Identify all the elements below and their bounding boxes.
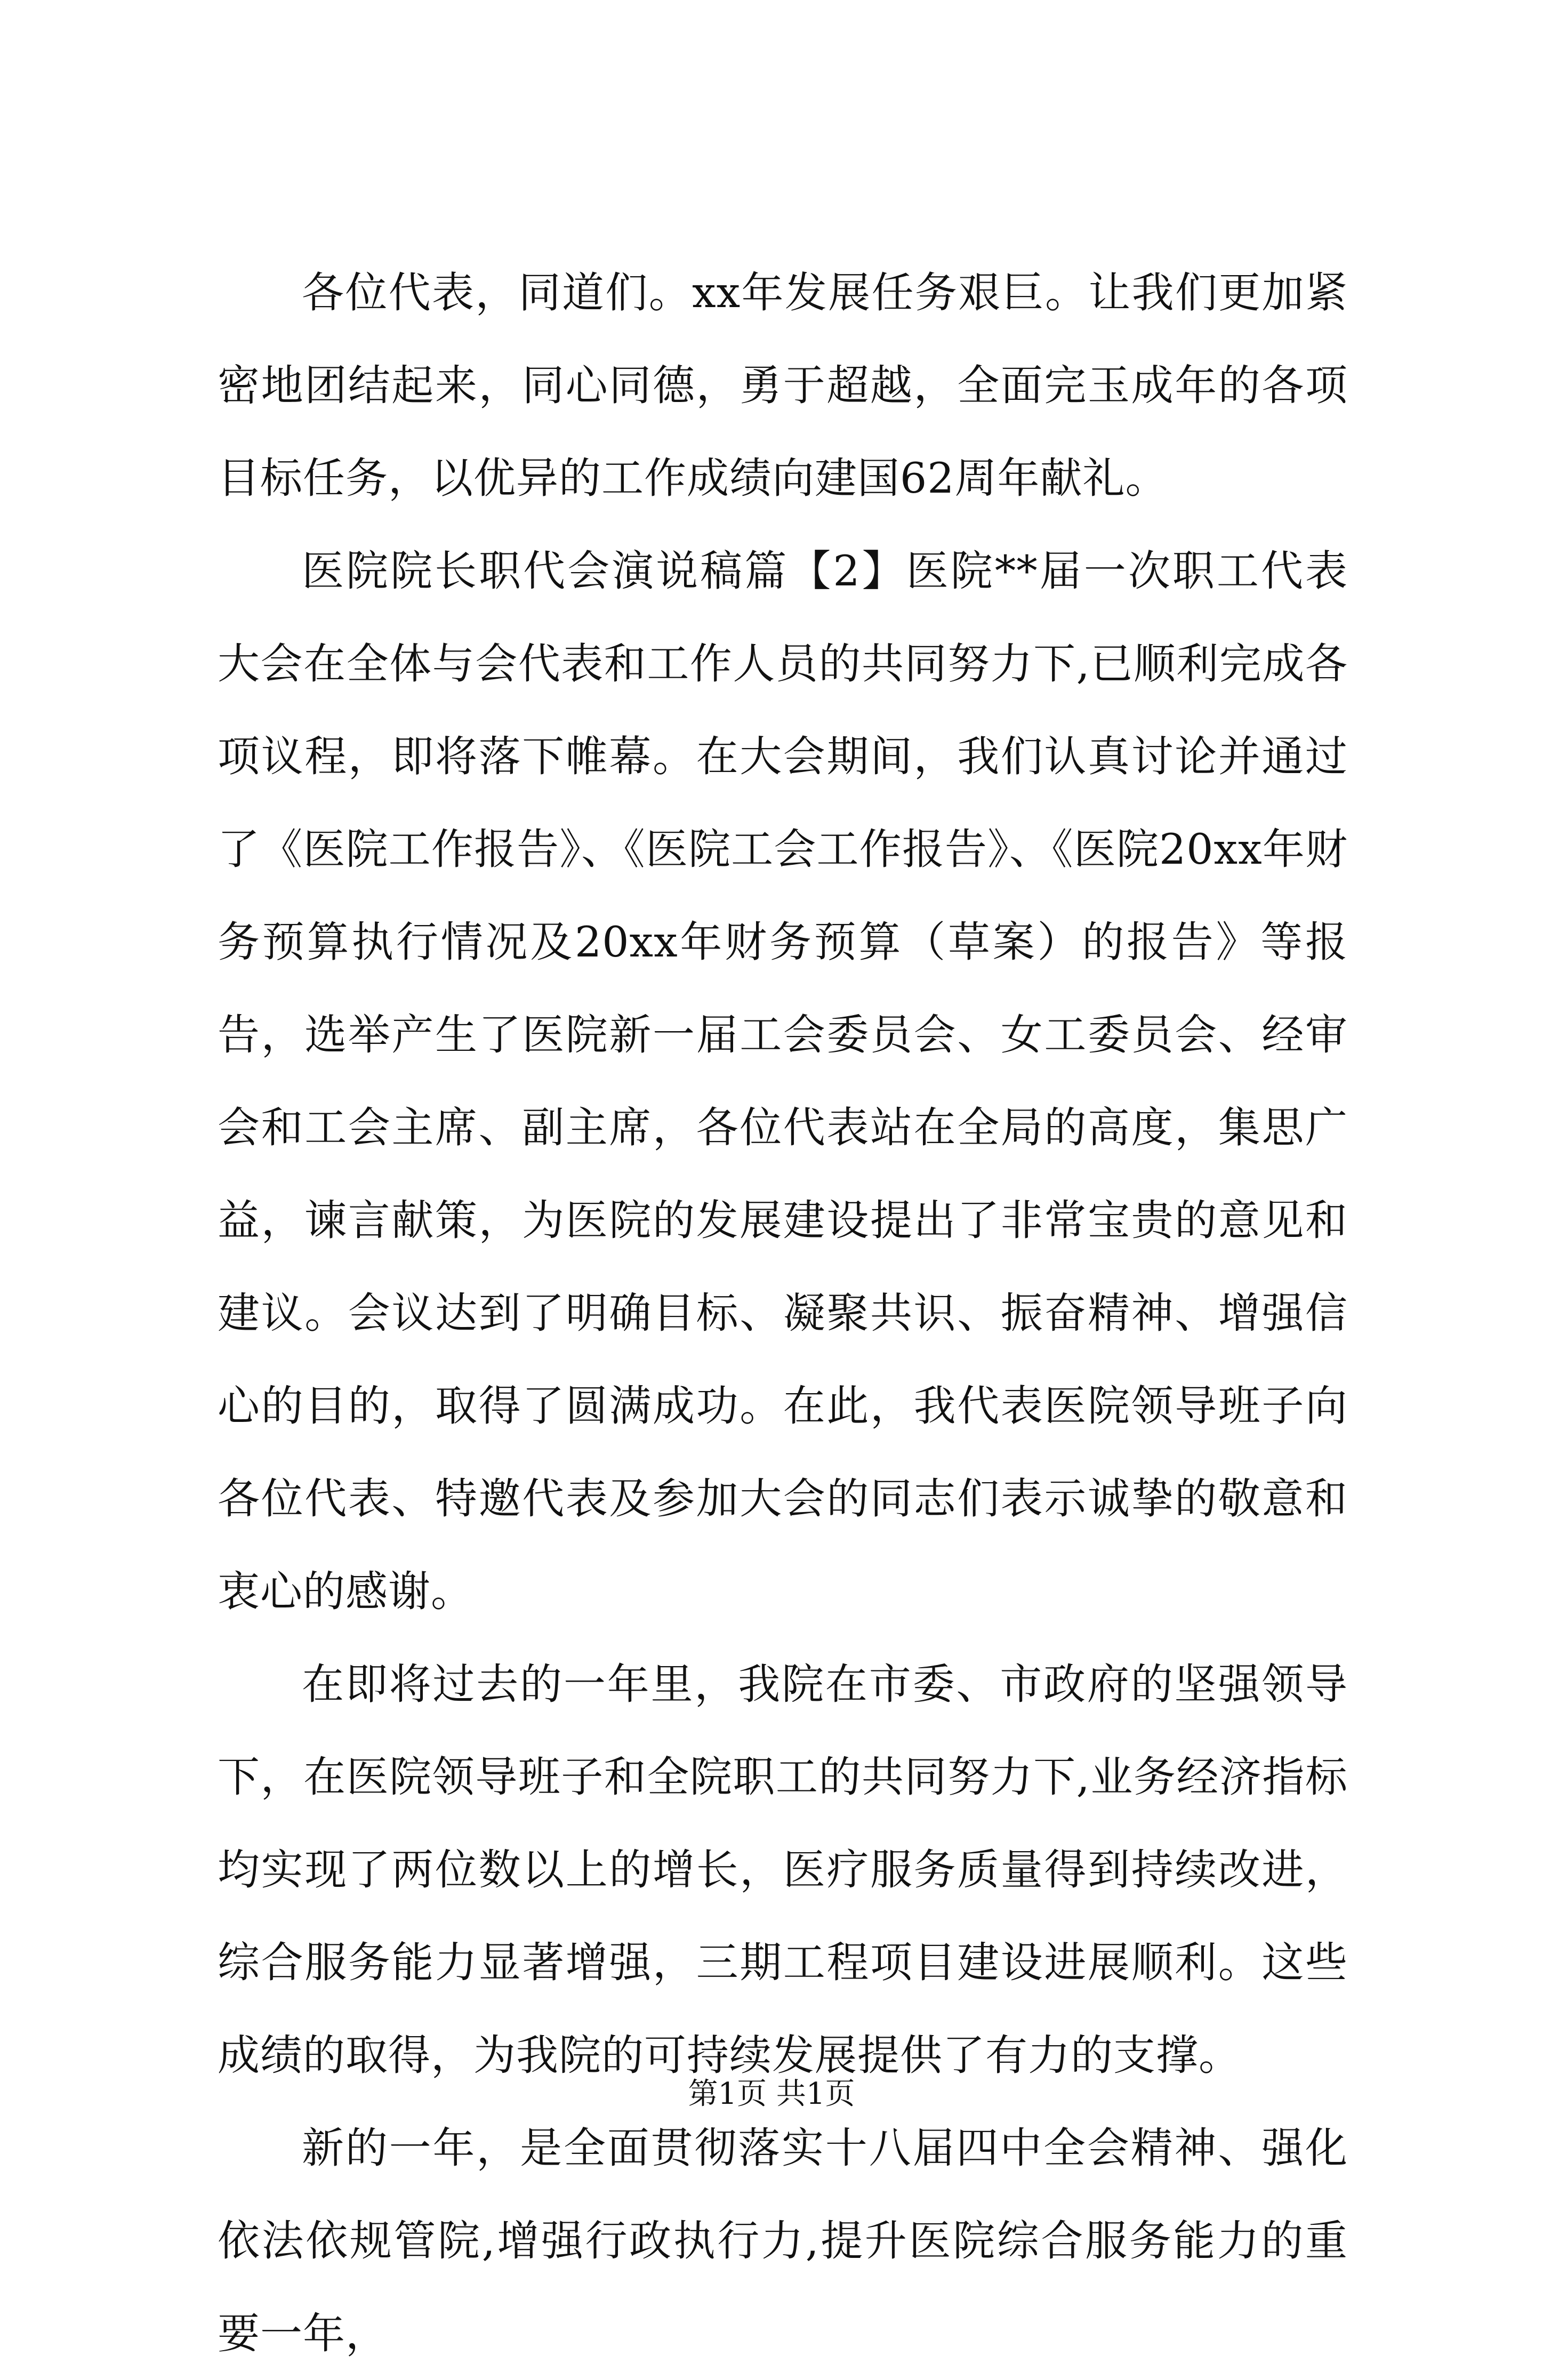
paragraph-4: 新的一年，是全面贯彻落实十八届四中全会精神、强化依法依规管院,增强行政执行力,提升医院综合服务能力的重要一年， xyxy=(218,2124,1348,2358)
paragraph-3: 在即将过去的一年里，我院在市委、市政府的坚强领导下，在医院领导班子和全院职工的共同努力下,业务经济指标均实现了两位数以上的增长，医疗服务质量得到持续改进，综合服务能力显著增强，三期工程项目建设进展顺利。这些成绩的取得，为我院的可持续发展提供了有力的支撑。 xyxy=(218,1660,1348,2080)
paragraph-1: 各位代表，同道们。xx年发展任务艰巨。让我们更加紧密地团结起来，同心同德，勇于超越，全面完玉成年的各项目标任务，以优异的工作成绩向建国62周年献礼。 xyxy=(218,268,1348,503)
document-body xyxy=(218,246,1348,2380)
page-number-footer: 第1页 共1页 xyxy=(688,2077,855,2111)
paragraph-2: 医院院长职代会演说稿篇【2】医院**届一次职工代表大会在全体与会代表和工作人员的共同努力下,已顺利完成各项议程，即将落下帷幕。在大会期间，我们认真讨论并通过了《医院工作报告》、《医院工会工作报告》、《医院20xx年财务预算执行情况及20xx年财务预算（草案）的报告》等报告，选举产生了医院新一届工会委员会、女工委员会、经审会和工会主席、副主席，各位代表站在全局的高度，集思广益，谏言献策，为医院的发展建设提出了非常宝贵的意见和建议。会议达到了明确目标、凝聚共识、振奋精神、增强信心的目的，取得了圆满成功。在此，我代表医院领导班子向各位代表、特邀代表及参加大会的同志们表示诚挚的敬意和衷心的感谢。 xyxy=(218,546,1348,1616)
